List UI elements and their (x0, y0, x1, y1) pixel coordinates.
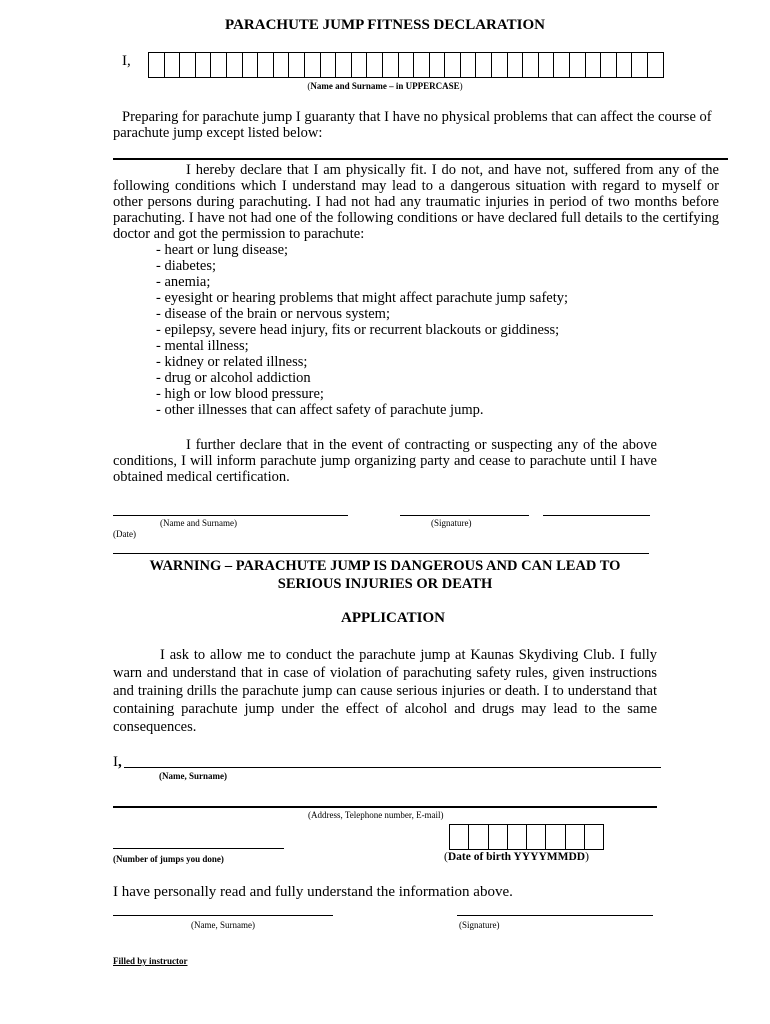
name-surname-caption: (Name and Surname) (160, 518, 237, 528)
char-box[interactable] (489, 824, 508, 850)
application-text: I ask to allow me to conduct the parachute jump at Kaunas Skydiving Club. I fully warn and understand that in case of violation of parachuting safety rules, given instructions and training drills the parachute jump can cause serious injuries or death. I to understand that containing parachute jump under the effect of alcohol and drugs may lead to the same consequences. (113, 647, 657, 735)
intro-text: Preparing for parachute jump I guaranty that I have no physical problems that can affect the course of parachute jump except listed below: (113, 109, 712, 141)
divider (113, 553, 649, 554)
dob-caption: (Date of birth YYYYMMDD) (444, 851, 589, 863)
jumps-line[interactable] (113, 848, 284, 849)
further-declaration: I further declare that in the event of contracting or suspecting any of the above conditions, I will inform parachute jump organizing party and cease to parachute until I have obtained medical certification. (113, 437, 657, 485)
char-box[interactable] (352, 52, 368, 78)
name-uppercase-boxes[interactable] (148, 52, 664, 78)
app-name-line[interactable] (124, 767, 661, 768)
char-box[interactable] (211, 52, 227, 78)
char-box[interactable] (445, 52, 461, 78)
char-box[interactable] (508, 824, 527, 850)
char-box[interactable] (523, 52, 539, 78)
condition-item: - other illnesses that can affect safety of parachute jump. (156, 402, 568, 418)
page-title: PARACHUTE JUMP FITNESS DECLARATION (225, 17, 545, 33)
condition-item: - epilepsy, severe head injury, fits or recurrent blackouts or giddiness; (156, 322, 568, 338)
condition-item: - drug or alcohol addiction (156, 370, 568, 386)
application-title: APPLICATION (341, 610, 445, 626)
char-box[interactable] (461, 52, 477, 78)
date-of-birth-boxes[interactable] (449, 824, 604, 850)
condition-item: - diabetes; (156, 258, 568, 274)
char-box[interactable] (450, 824, 469, 850)
condition-item: - high or low blood pressure; (156, 386, 568, 402)
condition-item: - heart or lung disease; (156, 242, 568, 258)
condition-item: - kidney or related illness; (156, 354, 568, 370)
char-box[interactable] (336, 52, 352, 78)
condition-item: - eyesight or hearing problems that might affect parachute jump safety; (156, 290, 568, 306)
condition-item: - anemia; (156, 274, 568, 290)
char-box[interactable] (632, 52, 648, 78)
char-box[interactable] (258, 52, 274, 78)
final-name-caption: (Name, Surname) (191, 920, 255, 930)
signature-line[interactable] (400, 515, 529, 516)
char-box[interactable] (399, 52, 415, 78)
char-box[interactable] (383, 52, 399, 78)
char-box[interactable] (305, 52, 321, 78)
char-box[interactable] (539, 52, 555, 78)
jumps-caption: (Number of jumps you done) (113, 854, 224, 864)
name-hint: (Name and Surname – in UPPERCASE) (307, 81, 463, 91)
i-label: I, (122, 53, 131, 69)
char-box[interactable] (585, 824, 604, 850)
declaration-text: I hereby declare that I am physically fit. I do not, and have not, suffered from any of the following conditions which I understand may lead to a dangerous situation with regard to myself or other persons during parachuting. I had not had any traumatic injuries in period of two months before parachuting. I have not had one of the following conditions or have declared full details to the certifying doctor and got the permission to parachute: (113, 162, 719, 242)
char-box[interactable] (586, 52, 602, 78)
char-box[interactable] (321, 52, 337, 78)
condition-item: - disease of the brain or nervous system; (156, 306, 568, 322)
char-box[interactable] (196, 52, 212, 78)
char-box[interactable] (414, 52, 430, 78)
date-line[interactable] (543, 515, 650, 516)
warning-text: WARNING – PARACHUTE JUMP IS DANGEROUS AND CAN LEAD TO SERIOUS INJURIES OR DEATH (149, 558, 621, 592)
instructor-note: Filled by instructor (113, 956, 188, 966)
char-box[interactable] (648, 52, 664, 78)
char-box[interactable] (227, 52, 243, 78)
address-line[interactable] (113, 806, 657, 808)
app-name-caption: (Name, Surname) (159, 771, 227, 781)
signature-caption: (Signature) (431, 518, 472, 528)
final-signature-line[interactable] (457, 915, 653, 916)
read-statement: I have personally read and fully understand the information above. (113, 884, 513, 900)
char-box[interactable] (601, 52, 617, 78)
char-box[interactable] (469, 824, 488, 850)
char-box[interactable] (274, 52, 290, 78)
char-box[interactable] (546, 824, 565, 850)
char-box[interactable] (180, 52, 196, 78)
exceptions-field[interactable] (113, 158, 728, 160)
app-i-label: I, (113, 754, 122, 770)
char-box[interactable] (289, 52, 305, 78)
char-box[interactable] (554, 52, 570, 78)
char-box[interactable] (430, 52, 446, 78)
char-box[interactable] (165, 52, 181, 78)
char-box[interactable] (367, 52, 383, 78)
address-caption: (Address, Telephone number, E-mail) (308, 810, 444, 820)
char-box[interactable] (508, 52, 524, 78)
condition-item: - mental illness; (156, 338, 568, 354)
char-box[interactable] (243, 52, 259, 78)
char-box[interactable] (570, 52, 586, 78)
name-surname-line[interactable] (113, 515, 348, 516)
char-box[interactable] (149, 52, 165, 78)
char-box[interactable] (617, 52, 633, 78)
conditions-list (156, 242, 568, 418)
char-box[interactable] (476, 52, 492, 78)
char-box[interactable] (492, 52, 508, 78)
char-box[interactable] (566, 824, 585, 850)
date-caption: (Date) (113, 529, 136, 539)
final-name-line[interactable] (113, 915, 333, 916)
final-signature-caption: (Signature) (459, 920, 500, 930)
char-box[interactable] (527, 824, 546, 850)
